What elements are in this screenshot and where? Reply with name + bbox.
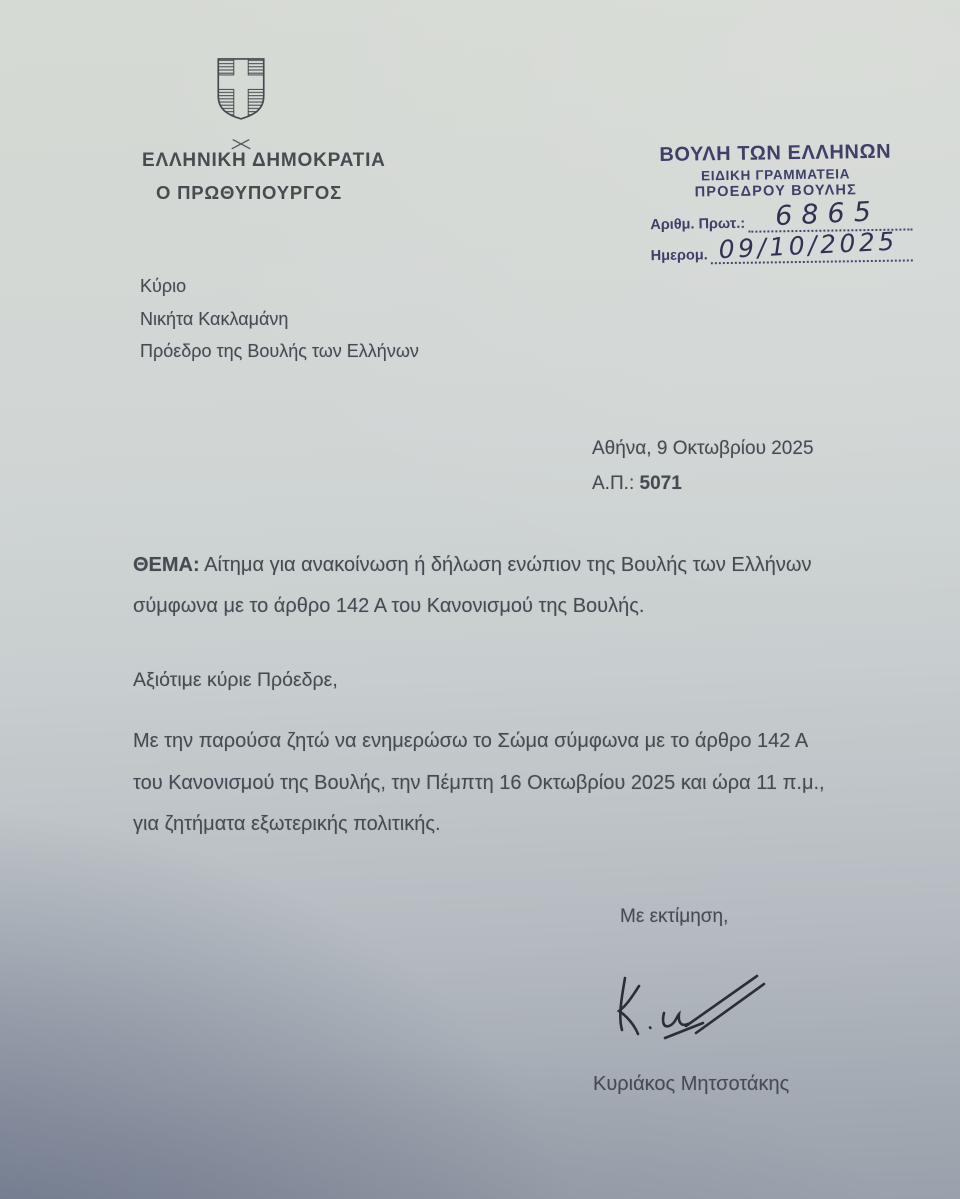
body-line-1: Με την παρούσα ζητώ να ενημερώσω το Σώμα σύμφωνα με το άρθρο 142 Α [133, 730, 809, 752]
handwritten-date: 09/10/2025 [717, 226, 899, 265]
subject-text-2: σύμφωνα με το άρθρο 142 Α του Κανονισμού της Βουλής. [133, 594, 645, 617]
stamp-dept2: ΠΡΟΕΔΡΟΥ ΒΟΥΛΗΣ [694, 182, 858, 201]
signature-icon [606, 966, 776, 1054]
recipient-title: Κύριο [140, 276, 187, 296]
letterhead-prime-minister: Ο ΠΡΩΘΥΠΟΥΡΓΟΣ [156, 182, 343, 203]
stamp-dept1: ΕΙΔΙΚΗ ΓΡΑΜΜΑΤΕΙΑ [700, 166, 851, 184]
recipient-role: Πρόεδρο της Βουλής των Ελλήνων [140, 341, 419, 361]
body-line-2: του Κανονισμού της Βουλής, την Πέμπτη 16 Οκτωβρίου 2025 και ώρα 11 π.μ., [133, 771, 825, 794]
body-line-3: για ζητήματα εξωτερικής πολιτικής. [133, 813, 441, 835]
protocol-label: Αριθμ. Πρωτ.: [650, 215, 746, 234]
subject-block [133, 545, 893, 626]
subject-text-1: Αίτημα για ανακοίνωση ή δήλωση ενώπιον της Βουλής των Ελλήνων [204, 554, 812, 576]
reference-number-line [592, 473, 682, 495]
subject-label: ΘΕΜΑ: [133, 554, 200, 576]
salutation: Αξιότιμε κύριε Πρόεδρε, [133, 669, 338, 691]
reference-number: 5071 [639, 473, 682, 494]
subject-line-1 [133, 545, 893, 586]
laurel-wreath [179, 30, 303, 154]
stamp-date-row [650, 226, 913, 265]
parliament-receipt-stamp [649, 140, 951, 265]
place-and-date: Αθήνα, 9 Οκτωβρίου 2025 [592, 438, 814, 459]
stamp-date-label: Ημερομ. [650, 247, 708, 265]
handwritten-protocol-number: 6865 [774, 196, 881, 233]
recipient-name: Νικήτα Κακλαμάνη [140, 308, 289, 329]
letterhead-republic: ΕΛΛΗΝΙΚΗ ΔΗΜΟΚΡΑΤΙΑ [142, 150, 386, 171]
valediction: Με εκτίμηση, [620, 906, 729, 927]
reference-label: Α.Π.: [592, 473, 635, 494]
stamp-org: ΒΟΥΛΗ ΤΩΝ ΕΛΛΗΝΩΝ [659, 140, 892, 166]
recipient-block [140, 270, 419, 368]
cross-shield [218, 59, 263, 120]
signatory-name: Κυριάκος Μητσοτάκης [593, 1073, 790, 1095]
body-paragraph [133, 721, 878, 846]
greek-coat-of-arms-icon [179, 30, 303, 154]
